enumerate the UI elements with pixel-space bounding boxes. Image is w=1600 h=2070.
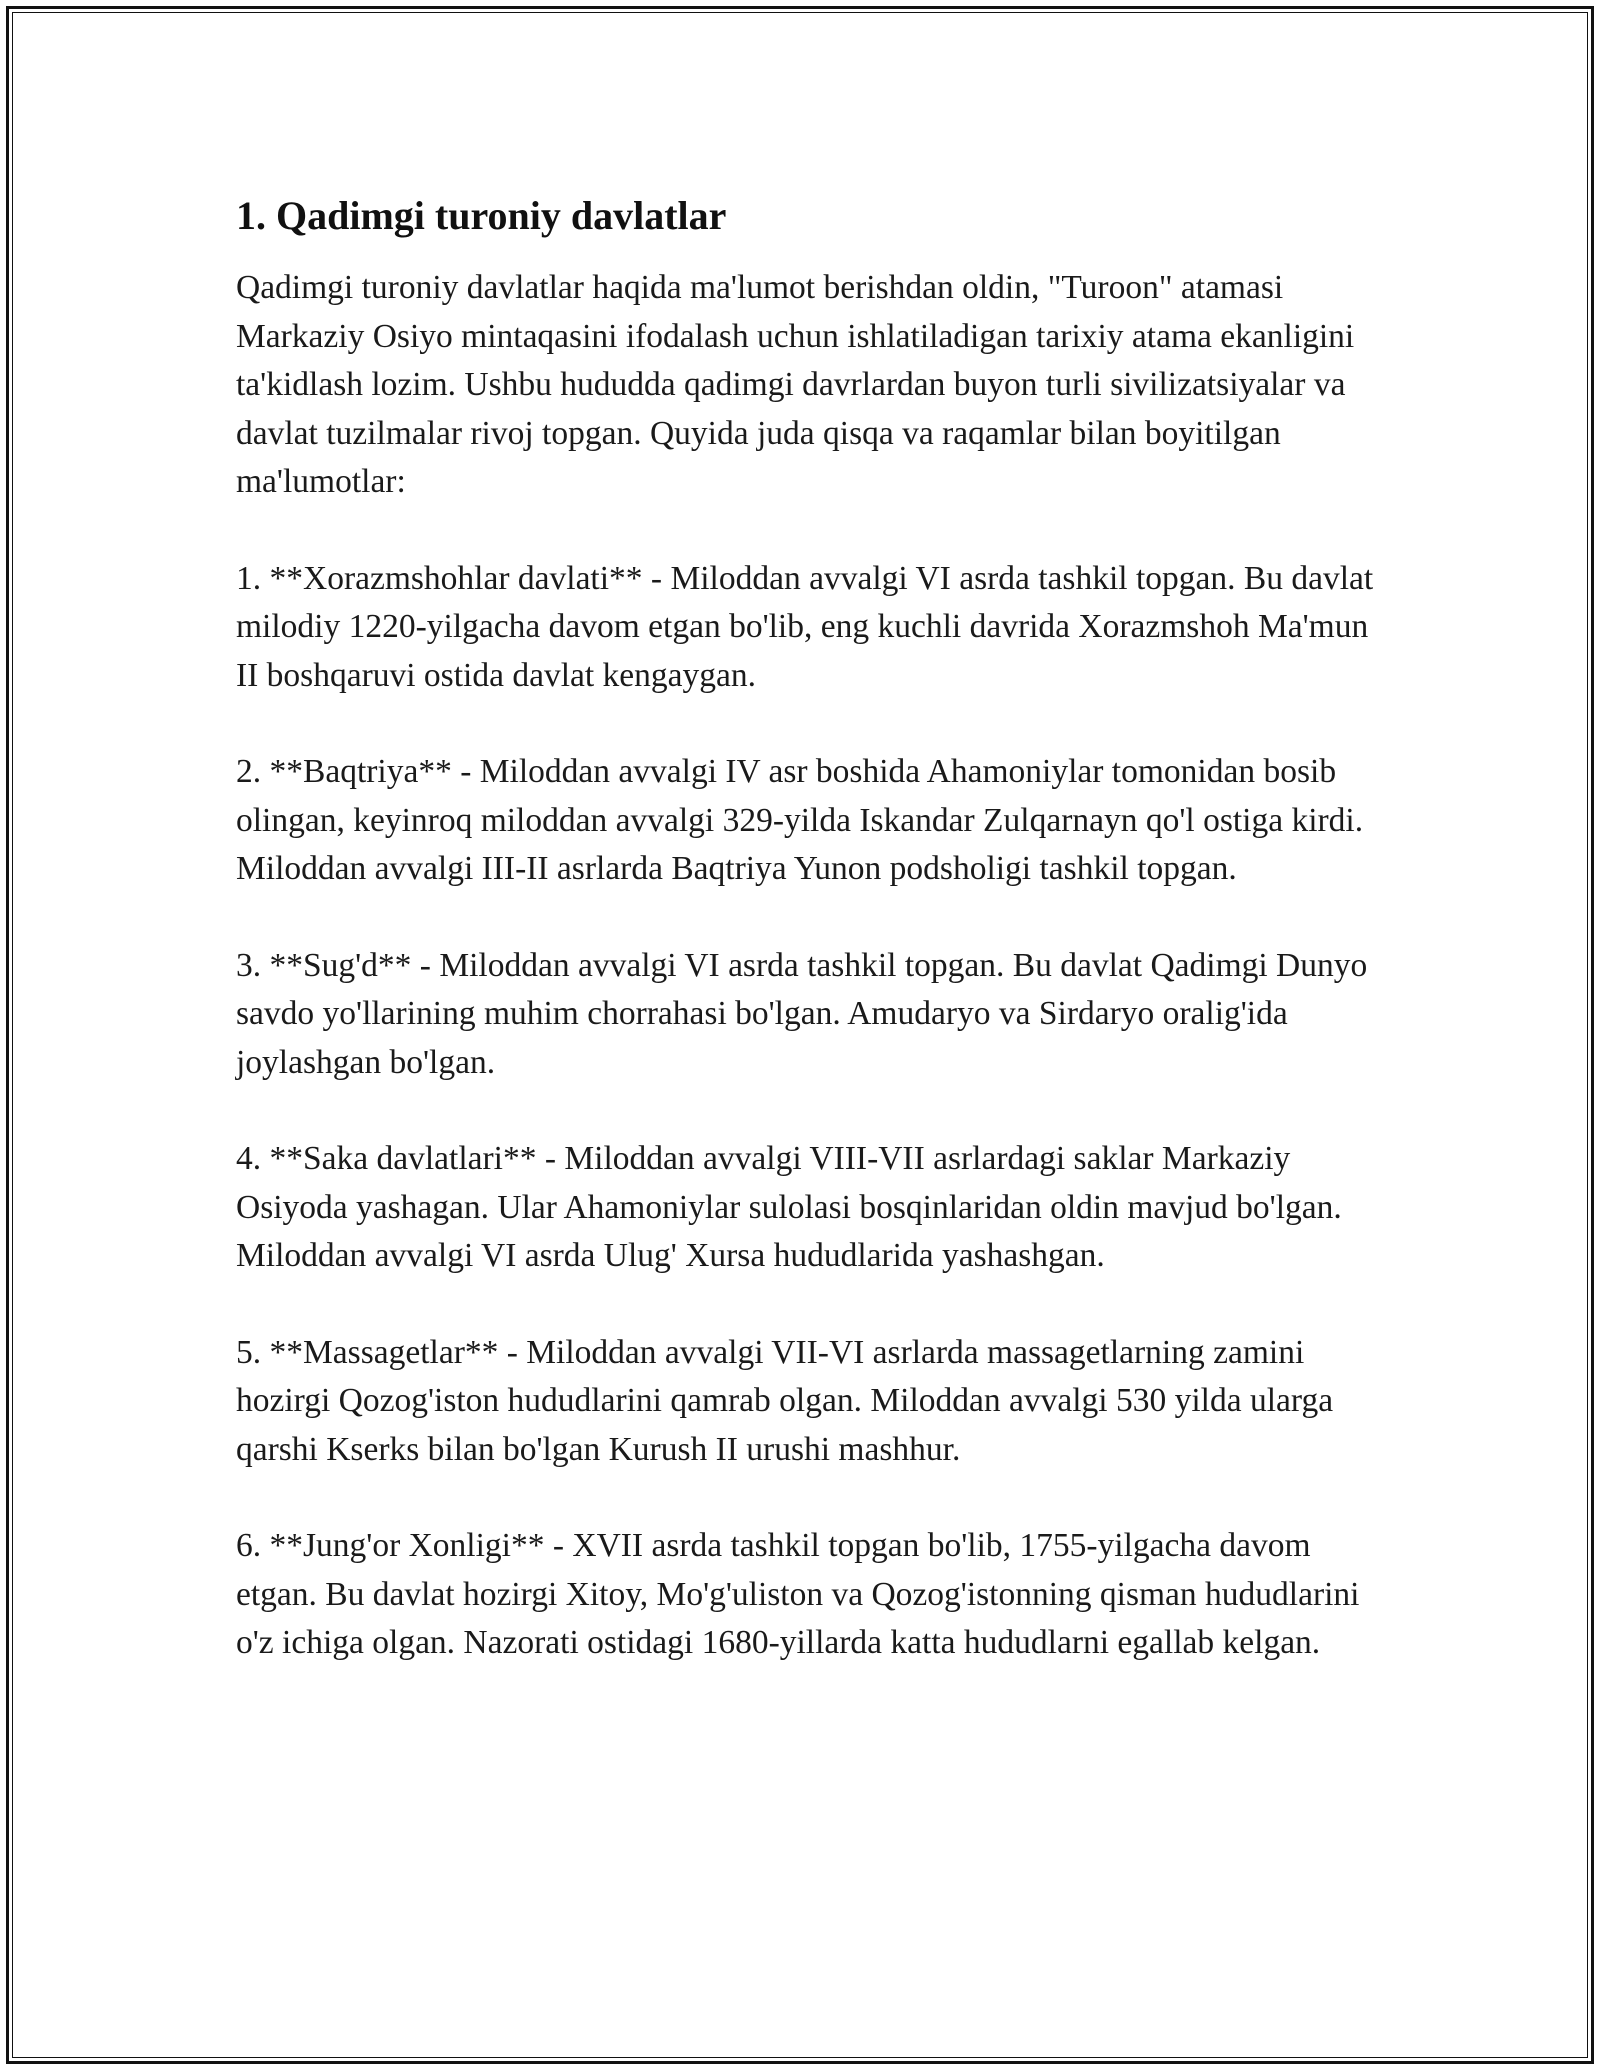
list-item-jungor: 6. **Jung'or Xonligi** - XVII asrda tashkil topgan bo'lib, 1755-yilgacha davom etgan. Bu davlat hozirgi Xitoy, Mo'g'uliston va Qozog'istonning qisman hududlarini o'z ichiga olgan. Nazorati ostidagi 1680-yillarda katta hududlarni egallab kelgan. <box>236 1527 1360 1661</box>
page-title: 1. Qadimgi turoniy davlatlar <box>236 193 727 238</box>
list-item-sugd: 3. **Sug'd** - Miloddan avvalgi VI asrda tashkil topgan. Bu davlat Qadimgi Dunyo savdo yo'llarining muhim chorrahasi bo'lgan. Amudaryo va Sirdaryo oralig'ida joylashgan bo'lgan. <box>236 946 1368 1081</box>
intro-paragraph: Qadimgi turoniy davlatlar haqida ma'lumot berishdan oldin, "Turoon" atamasi Markaziy Osiyo mintaqasini ifodalash uchun ishlatiladigan tarixiy atama ekanligini ta'kidlash lozim. Ushbu hududda qadimgi davrlardan buyon turli sivilizatsiyalar va davlat tuzilmalar rivoj topgan. Quyida juda qisqa va raqamlar bilan boyitilgan ma'lumotlar: <box>236 269 1355 500</box>
list-item-xorazmshohlar: 1. **Xorazmshohlar davlati** - Miloddan avvalgi VI asrda tashkil topgan. Bu davlat milodiy 1220-yilgacha davom etgan bo'lib, eng kuchli davrida Xorazmshoh Ma'mun II boshqaruvi ostida davlat kengaygan. <box>236 559 1374 694</box>
list-item-massagetlar: 5. **Massagetlar** - Miloddan avvalgi VII-VI asrlarda massagetlarning zamini hozirgi Qozog'iston hududlarini qamrab olgan. Miloddan avvalgi 530 yilda ularga qarshi Kserks bilan bo'lgan Kurush II urushi mashhur. <box>236 1333 1334 1468</box>
list-item-saka: 4. **Saka davlatlari** - Miloddan avvalgi VIII-VII asrlardagi saklar Markaziy Osiyoda yashagan. Ular Ahamoniylar sulolasi bosqinlaridan oldin mavjud bo'lgan. Miloddan avvalgi VI asrda Ulug' Xursa hududlarida yashashgan. <box>236 1140 1342 1274</box>
list-item-baqtriya: 2. **Baqtriya** - Miloddan avvalgi IV asr boshida Ahamoniylar tomonidan bosib olingan, keyinroq miloddan avvalgi 329-yilda Iskandar Zulqarnayn qo'l ostiga kirdi. Miloddan avvalgi III-II asrlarda Baqtriya Yunon podsholigi tashkil topgan. <box>236 753 1364 887</box>
document-body <box>236 190 1376 1716</box>
